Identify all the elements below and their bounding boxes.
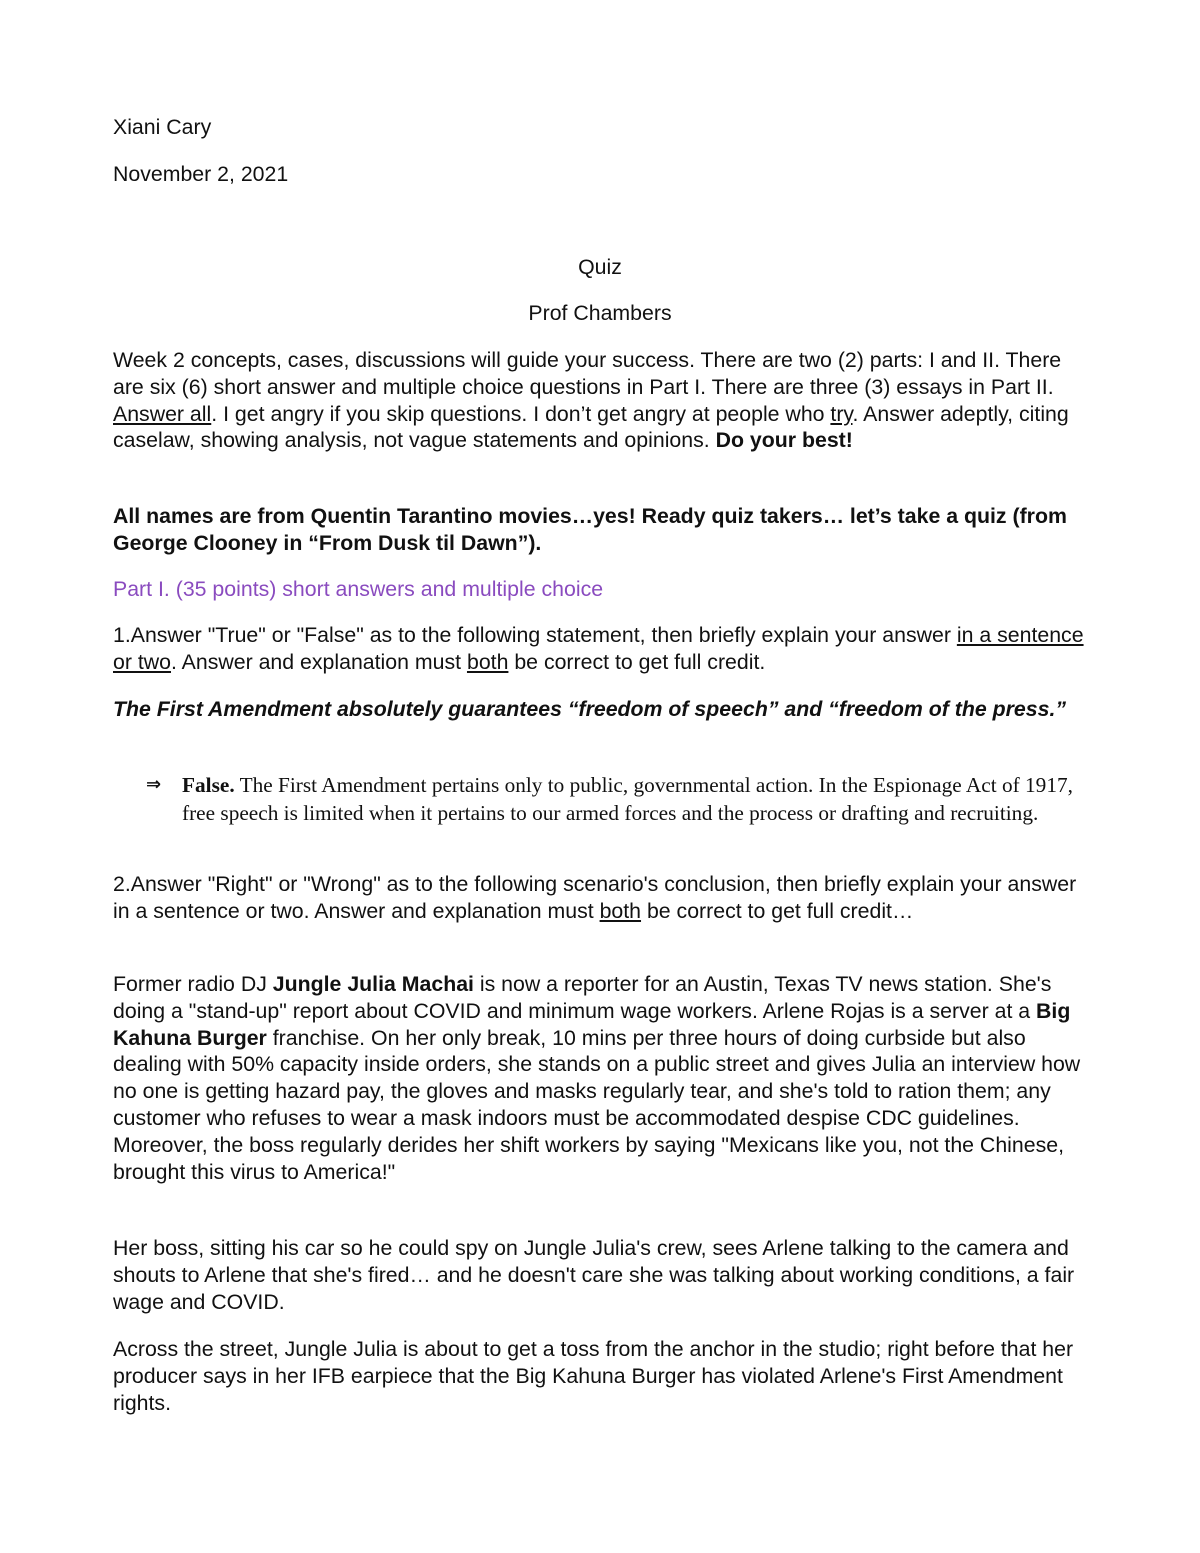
professor-name: Prof Chambers	[528, 301, 672, 325]
intro-text-3: . Answer adeptly, citing caselaw, showing analysis, not vague statements and opinions.	[113, 401, 1069, 453]
q2-text-2: be correct to get full credit…	[641, 898, 914, 923]
question-1-answer	[182, 771, 1092, 827]
q1-underline-1: in a sentence or two	[113, 623, 1084, 674]
answer-text: The First Amendment pertains only to public, governmental action. In the Espionage Act of 1917, free speech is limited when it pertains to our armed forces and the process or drafting and recruiting.	[182, 773, 1073, 825]
answer-all-text: Answer all	[113, 401, 212, 426]
question-1-statement: The First Amendment absolutely guarantees “freedom of speech” and “freedom of the press.”	[113, 697, 1067, 721]
question-1-instructions	[113, 622, 1088, 676]
scenario-paragraph-3: Across the street, Jungle Julia is about to get a toss from the anchor in the studio; right before that her producer says in her IFB earpiece that the Big Kahuna Burger has violated Arlene's First Amendment rights.	[113, 1337, 1074, 1415]
intro-paragraph	[113, 347, 1088, 454]
scenario-text-3: franchise. On her only break, 10 mins per three hours of doing curbside but also dealing with 50% capacity inside orders, she stands on a public street and gives Julia an interview how no one is getting hazard pay, the gloves and masks regularly tear, and she's told to ration them; any customer who refuses to wear a mask indoors must be accommodated despise CDC guidelines. Moreover, the boss regularly derides her shift workers by saying "Mexicans like you, not the Chinese, brought this virus to America!"	[113, 1025, 1081, 1184]
q2-text-1: 2.Answer "Right" or "Wrong" as to the following scenario's conclusion, then briefly explain your answer in a sentence or two. Answer and explanation must	[113, 872, 1077, 923]
scenario-text-1: Former radio DJ	[113, 972, 273, 996]
scenario-paragraph-1	[113, 971, 1088, 1185]
q1-text-2: . Answer and explanation must	[171, 649, 467, 674]
tarantino-note: All names are from Quentin Tarantino movies…yes! Ready quiz takers… let’s take a quiz (from George Clooney in “From Dusk til Dawn”).	[113, 504, 1067, 555]
intro-text-1: Week 2 concepts, cases, discussions will guide your success. There are two (2) parts: I and II. There are six (6) short answer and multiple choice questions in Part I. There are three (3) essays in Part II.	[113, 348, 1062, 399]
scenario-text-2: is now a reporter for an Austin, Texas TV news station. She's doing a "stand-up" report about COVID and minimum wage workers. Arlene Rojas is a server at a	[113, 972, 1052, 1023]
intro-text-2: . I get angry if you skip questions. I don’t get angry at people who	[211, 401, 831, 426]
student-name: Xiani Cary	[113, 115, 212, 139]
q1-text-1: 1.Answer "True" or "False" as to the following statement, then briefly explain your answer	[113, 623, 957, 647]
scenario-paragraph-2: Her boss, sitting his car so he could spy on Jungle Julia's crew, sees Arlene talking to the camera and shouts to Arlene that she's fired… and he doesn't care she was talking about working conditions, a fair wage and COVID.	[113, 1236, 1075, 1314]
document-date: November 2, 2021	[113, 162, 289, 186]
scenario-bold-business: Big Kahuna Burger	[113, 998, 1071, 1050]
scenario-bold-name: Jungle Julia Machai	[272, 972, 474, 996]
try-text: try	[830, 401, 853, 426]
document-title: Quiz	[578, 255, 622, 279]
arrow-bullet-icon: ⇒	[146, 774, 162, 795]
do-your-best-text: Do your best!	[715, 428, 853, 453]
answer-label: False.	[182, 773, 235, 797]
q1-text-3: be correct to get full credit.	[508, 649, 766, 674]
part-1-heading: Part I. (35 points) short answers and multiple choice	[113, 577, 604, 601]
q1-underline-2: both	[466, 649, 509, 674]
question-2-instructions	[113, 871, 1088, 925]
q2-underline: both	[599, 898, 642, 923]
